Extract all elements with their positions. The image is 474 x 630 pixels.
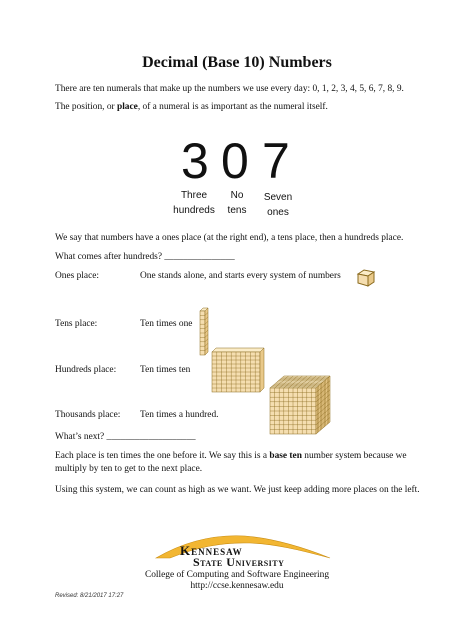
ones-place-label: Ones place: xyxy=(55,271,99,281)
places-intro-text: We say that numbers have a ones place (at the right end), a tens place, then a hundreds place. xyxy=(55,233,404,243)
digit-tens: 0 xyxy=(221,133,249,189)
closing-paragraph: Using this system, we can count as high as we want. We just keep adding more places on the left. xyxy=(55,485,420,495)
digit-label-tens xyxy=(220,188,254,218)
thousands-place-label: Thousands place: xyxy=(55,410,121,420)
digit-label-hundreds-line2: hundreds xyxy=(173,205,215,216)
intro-place-text-end: , of a numeral is as important as the numeral itself. xyxy=(137,102,328,112)
base-ten-text-end: number system because we multiply by ten to get to the next place. xyxy=(55,451,407,474)
question-whats-next: What’s next? ___________________ xyxy=(55,432,196,442)
tens-place-desc: Ten times one xyxy=(140,319,193,329)
digit-label-tens-line1: No xyxy=(230,190,244,201)
digit-label-tens-line2: tens xyxy=(227,205,247,216)
digit-label-ones xyxy=(258,190,298,220)
question-after-hundreds: What comes after hundreds? _______________ xyxy=(55,252,235,262)
digit-ones: 7 xyxy=(262,133,290,189)
digit-label-hundreds-line1: Three xyxy=(180,190,208,201)
thousands-place-desc: Ten times a hundred. xyxy=(140,410,219,420)
logo-kennesaw: Kennesaw xyxy=(180,543,243,558)
digit-label-ones-line2: ones xyxy=(267,207,289,218)
digit-label-hundreds xyxy=(166,188,222,218)
page-title: Decimal (Base 10) Numbers xyxy=(142,54,332,71)
hundreds-place-label: Hundreds place: xyxy=(55,365,117,375)
revised-date: Revised: 8/21/2017 17:27 xyxy=(55,593,124,599)
logo-state-university: State University xyxy=(193,555,285,569)
base-ten-bold: base ten xyxy=(269,451,302,461)
footer-url[interactable]: http://ccse.kennesaw.edu xyxy=(190,581,284,591)
ten-rod-icon xyxy=(198,306,210,356)
hundred-flat-icon xyxy=(210,348,270,396)
digit-label-ones-line1: Seven xyxy=(263,192,293,203)
intro-place-text-start: The position, or xyxy=(55,102,117,112)
hundreds-place-desc: Ten times ten xyxy=(140,365,191,375)
ones-place-desc: One stands alone, and starts every system of numbers xyxy=(140,271,341,281)
intro-place-word: place xyxy=(116,102,138,112)
thousand-cube-icon xyxy=(268,374,334,438)
base-ten-text-start: Each place is ten times the one before it. We say this is a xyxy=(55,451,270,461)
unit-cube-icon xyxy=(356,268,376,288)
intro-numerals-text: There are ten numerals that make up the numbers we use every day: 0, 1, 2, 3, 4, 5, 6, 7, 8, 9. xyxy=(55,84,404,94)
intro-place-text xyxy=(55,101,328,114)
base-ten-paragraph xyxy=(55,450,427,476)
digit-hundreds: 3 xyxy=(181,133,209,189)
footer-college: College of Computing and Software Engineering xyxy=(144,570,330,580)
tens-place-label: Tens place: xyxy=(55,319,98,329)
